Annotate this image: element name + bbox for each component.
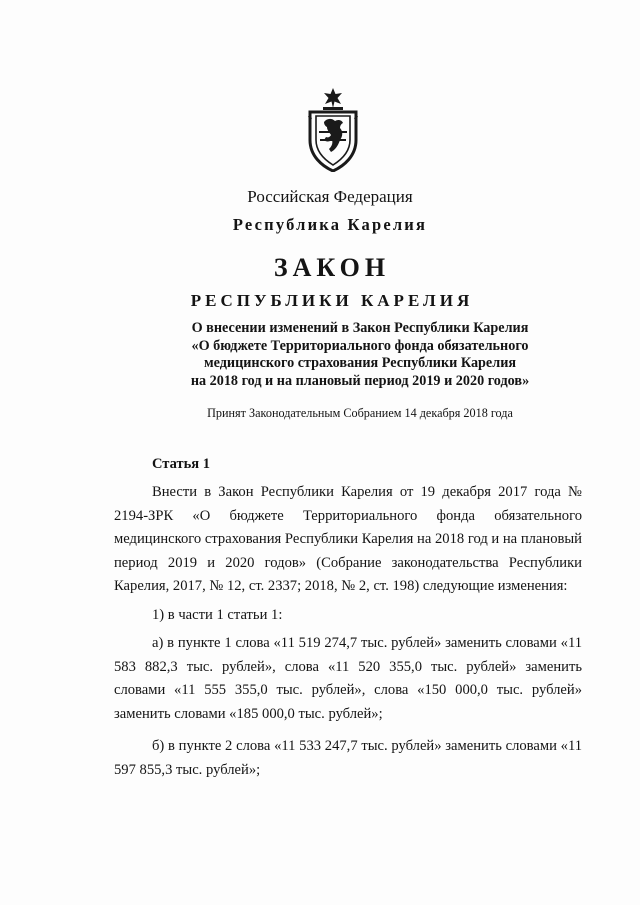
article-paragraph: 1) в части 1 статьи 1: [152, 607, 283, 623]
karelia-coat-of-arms-icon [302, 88, 364, 172]
article-paragraph: Внести в Закон Республики Карелия от 19 декабря 2017 года № 2194-ЗРК «О бюджете Территориального фонда обязательного медицинского страхования Республики Карелия на 2018 год и на плановый период 2019 и 2020 годов» (Собрание законодательства Республики Карелия, 2017, № 12, ст. 2337; 2018, № 2, ст. 198) следующие изменения: [114, 484, 582, 595]
law-title-line: О внесении изменений в Закон Республики Карелия [191, 320, 529, 336]
law-title-line: на 2018 год и на плановый период 2019 и 2020 годов» [190, 372, 530, 389]
law-title [140, 320, 580, 390]
adoption-note: Принят Законодательным Собранием 14 декабря 2018 года [207, 406, 513, 420]
issuer-name: РЕСПУБЛИКИ КАРЕЛИЯ [190, 291, 474, 310]
republic-name: Республика Карелия [232, 215, 428, 234]
law-title-line: медицинского страхования Республики Карелия [203, 355, 517, 371]
document-type: ЗАКОН [273, 253, 391, 282]
article-paragraph: б) в пункте 2 слова «11 533 247,7 тыс. рублей» заменить словами «11 597 855,3 тыс. рублей»; [114, 738, 582, 778]
article-paragraph: а) в пункте 1 слова «11 519 274,7 тыс. рублей» заменить словами «11 583 882,3 тыс. рублей», слова «11 520 355,0 тыс. рублей» заменить словами «11 555 355,0 тыс. рублей», слова «150 000,0 тыс. рублей» заменить словами «185 000,0 тыс. рублей»; [114, 635, 582, 722]
country-name: Российская Федерация [247, 187, 413, 206]
law-title-line: «О бюджете Территориального фонда обязательного [191, 337, 529, 354]
article-heading: Статья 1 [152, 456, 210, 472]
